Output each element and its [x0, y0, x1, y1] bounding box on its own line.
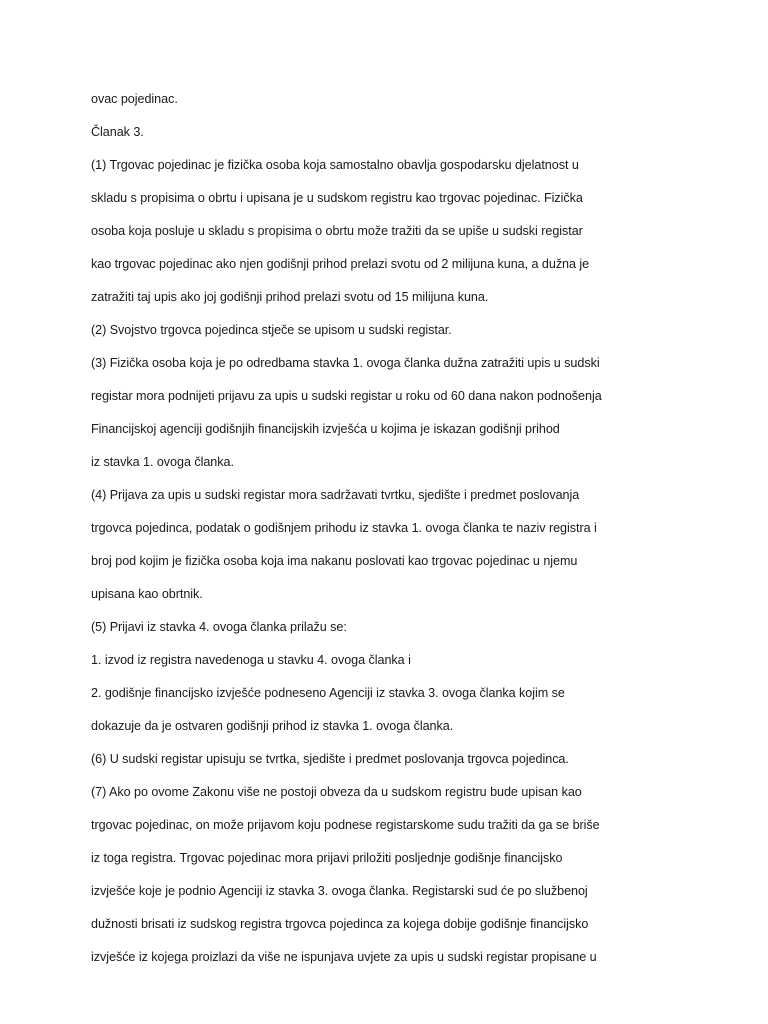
paragraph-3-line-2: registar mora podnijeti prijavu za upis u sudski registar u roku od 60 dana nakon podnošenja	[91, 389, 602, 403]
paragraph-7-line-4: izvješće koje je podnio Agenciji iz stavka 3. ovoga članka. Registarski sud će po službenoj	[91, 884, 588, 898]
paragraph-5-line-1: (5) Prijavi iz stavka 4. ovoga članka prilažu se:	[91, 620, 347, 634]
paragraph-4-line-2: trgovca pojedinca, podatak o godišnjem prihodu iz stavka 1. ovoga članka te naziv registra i	[91, 521, 597, 535]
paragraph-1-line-1: (1) Trgovac pojedinac je fizička osoba koja samostalno obavlja gospodarsku djelatnost u	[91, 158, 579, 172]
paragraph-4-line-4: upisana kao obrtnik.	[91, 587, 203, 601]
paragraph-2-line-1: (2) Svojstvo trgovca pojedinca stječe se upisom u sudski registar.	[91, 323, 452, 337]
paragraph-3-line-4: iz stavka 1. ovoga članka.	[91, 455, 234, 469]
paragraph-1-line-4: kao trgovac pojedinac ako njen godišnji prihod prelazi svotu od 2 milijuna kuna, a dužna je	[91, 257, 590, 271]
paragraph-3-line-1: (3) Fizička osoba koja je po odredbama stavka 1. ovoga članka dužna zatražiti upis u sudski	[91, 356, 600, 370]
paragraph-7-line-2: trgovac pojedinac, on može prijavom koju podnese registarskome sudu tražiti da ga se briše	[91, 818, 600, 832]
paragraph-4-line-1: (4) Prijava za upis u sudski registar mora sadržavati tvrtku, sjedište i predmet poslovanja	[91, 488, 580, 502]
paragraph-1-line-5: zatražiti taj upis ako joj godišnji prihod prelazi svotu od 15 milijuna kuna.	[91, 290, 489, 304]
list-item-2-line-2: dokazuje da je ostvaren godišnji prihod iz stavka 1. ovoga članka.	[91, 719, 454, 733]
paragraph-7-line-6: izvješće iz kojega proizlazi da više ne ispunjava uvjete za upis u sudski registar propisane u	[91, 950, 597, 964]
text-line-continuation: ovac pojedinac.	[91, 92, 178, 106]
paragraph-7-line-5: dužnosti brisati iz sudskog registra trgovca pojedinca za kojega dobije godišnje financijsko	[91, 917, 589, 931]
paragraph-6-line-1: (6) U sudski registar upisuju se tvrtka, sjedište i predmet poslovanja trgovca pojedinca.	[91, 752, 569, 766]
paragraph-4-line-3: broj pod kojim je fizička osoba koja ima nakanu poslovati kao trgovac pojedinac u njemu	[91, 554, 578, 568]
paragraph-1-line-3: osoba koja posluje u skladu s propisima o obrtu može tražiti da se upiše u sudski registar	[91, 224, 583, 238]
paragraph-1-line-2: skladu s propisima o obrtu i upisana je u sudskom registru kao trgovac pojedinac. Fizička	[91, 191, 583, 205]
paragraph-7-line-1: (7) Ako po ovome Zakonu više ne postoji obveza da u sudskom registru bude upisan kao	[91, 785, 582, 799]
list-item-2-line-1: 2. godišnje financijsko izvješće podneseno Agenciji iz stavka 3. ovoga članka kojim se	[91, 686, 565, 700]
paragraph-3-line-3: Financijskoj agenciji godišnjih financijskih izvješća u kojima je iskazan godišnji prihod	[91, 422, 560, 436]
list-item-1: 1. izvod iz registra navedenoga u stavku 4. ovoga članka i	[91, 653, 411, 667]
paragraph-7-line-3: iz toga registra. Trgovac pojedinac mora prijavi priložiti posljednje godišnje financijsko	[91, 851, 563, 865]
article-heading: Članak 3.	[91, 125, 144, 139]
